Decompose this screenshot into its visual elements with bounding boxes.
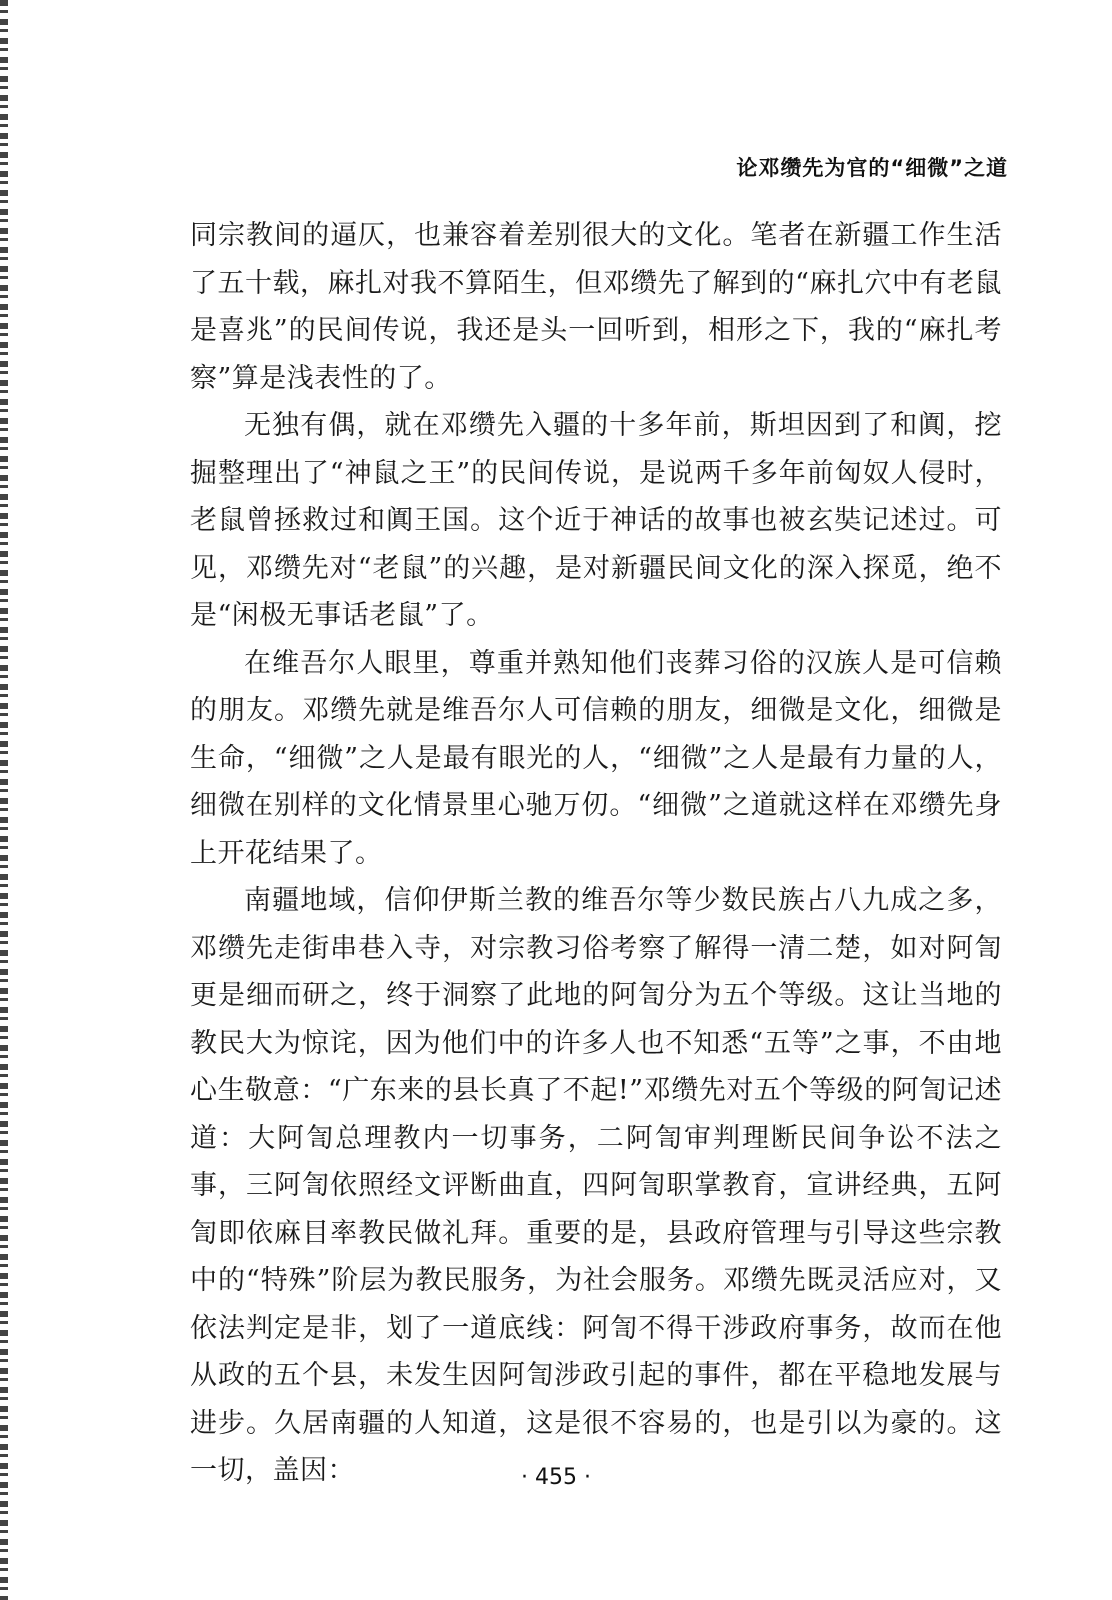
scan-edge-marks: [0, 0, 8, 1600]
paragraph-3: 在维吾尔人眼里，尊重并熟知他们丧葬习俗的汉族人是可信赖的朋友。邓缵先就是维吾尔人可信赖的朋友，细微是文化，细微是生命，“细微”之人是最有眼光的人，“细微”之人是最有力量的人，细微在别样的文化情景里心驰万仞。“细微”之道就这样在邓缵先身上开花结果了。: [190, 647, 1002, 869]
paragraph-1: 同宗教间的逼仄，也兼容着差别很大的文化。笔者在新疆工作生活了五十载，麻扎对我不算陌生，但邓缵先了解到的“麻扎穴中有老鼠是喜兆”的民间传说，我还是头一回听到，相形之下，我的“麻扎考察”算是浅表性的了。: [190, 220, 1002, 394]
running-header: 论邓缵先为官的“细微”之道: [736, 156, 1008, 180]
body-text: [190, 212, 1002, 1495]
paragraph-2: 无独有偶，就在邓缵先入疆的十多年前，斯坦因到了和阗，挖掘整理出了“神鼠之王”的民间传说，是说两千多年前匈奴人侵时，老鼠曾拯救过和阗王国。这个近于神话的故事也被玄奘记述过。可见，邓缵先对“老鼠”的兴趣，是对新疆民间文化的深入探觅，绝不是“闲极无事话老鼠”了。: [190, 410, 1002, 631]
page-number: · 455 ·: [521, 1465, 591, 1490]
paragraph-4: 南疆地域，信仰伊斯兰教的维吾尔等少数民族占八九成之多，邓缵先走街串巷入寺，对宗教习俗考察了解得一清二楚，如对阿訇更是细而研之，终于洞察了此地的阿訇分为五个等级。这让当地的教民大为惊诧，因为他们中的许多人也不知悉“五等”之事，不由地心生敬意：“广东来的县长真了不起!”邓缵先对五个等级的阿訇记述道：大阿訇总理教内一切事务，二阿訇审判理断民间争讼不法之事，三阿訇依照经文评断曲直，四阿訇职掌教育，宣讲经典，五阿訇即依麻目率教民做礼拜。重要的是，县政府管理与引导这些宗教中的“特殊”阶层为教民服务，为社会服务。邓缵先既灵活应对，又依法判定是非，划了一道底线：阿訇不得干涉政府事务，故而在他从政的五个县，未发生因阿訇涉政引起的事件，都在平稳地发展与进步。久居南疆的人知道，这是很不容易的，也是引以为豪的。这一切，盖因：: [190, 885, 1002, 1486]
